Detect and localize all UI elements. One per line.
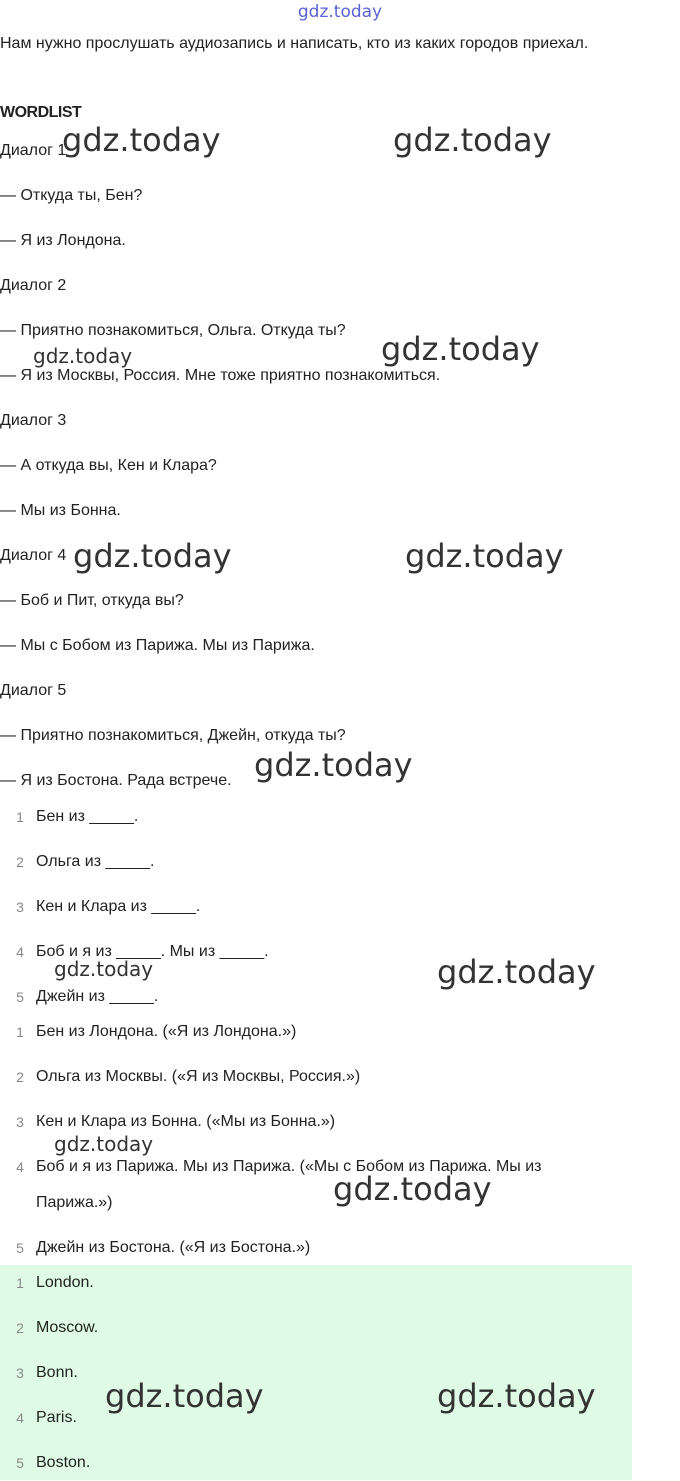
dialog-line: — Откуда ты, Бен? xyxy=(0,187,143,204)
item-number: 3 xyxy=(16,1365,24,1381)
dialog-line: — Боб и Пит, откуда вы? xyxy=(0,592,184,609)
item-text: Moscow. xyxy=(36,1319,99,1336)
item-number: 1 xyxy=(16,1024,24,1040)
site-logo: gdz.today xyxy=(297,2,383,22)
dialog-title: Диалог 5 xyxy=(0,682,67,699)
answers-box xyxy=(0,1265,632,1480)
dialog-line: — Я из Лондона. xyxy=(0,232,126,249)
item-number: 2 xyxy=(16,854,24,870)
item-number: 1 xyxy=(16,1275,24,1291)
item-text: Кен и Клара из Бонна. («Мы из Бонна.») xyxy=(36,1113,336,1130)
dialog-line: — Мы с Бобом из Парижа. Мы из Парижа. xyxy=(0,637,315,654)
watermark: gdz.today xyxy=(105,1377,264,1415)
dialog-line: — А откуда вы, Кен и Клара? xyxy=(0,457,217,474)
item-number: 2 xyxy=(16,1320,24,1336)
item-number: 2 xyxy=(16,1069,24,1085)
watermark: gdz.today xyxy=(62,121,221,159)
watermark: gdz.today xyxy=(405,537,564,575)
dialog-line: — Я из Москвы, Россия. Мне тоже приятно познакомиться. xyxy=(0,367,441,384)
watermark: gdz.today xyxy=(254,746,413,784)
item-text: Кен и Клара из _____. xyxy=(36,898,201,915)
task-description: Нам нужно прослушать аудиозапись и написать, кто из каких городов приехал. xyxy=(0,35,589,52)
item-text: Ольга из Москвы. («Я из Москвы, Россия.») xyxy=(36,1068,361,1085)
watermark: gdz.today xyxy=(437,1377,596,1415)
item-text: Боб и я из _____. Мы из _____. xyxy=(36,943,269,960)
watermark: gdz.today xyxy=(73,537,232,575)
watermark: gdz.today xyxy=(333,1170,492,1208)
item-number: 5 xyxy=(16,989,24,1005)
dialog-line: — Я из Бостона. Рада встрече. xyxy=(0,772,232,789)
dialog-line: — Приятно познакомиться, Джейн, откуда ты? xyxy=(0,727,346,744)
item-text: Бен из _____. xyxy=(36,808,139,825)
watermark: gdz.today xyxy=(381,330,540,368)
item-text: Бен из Лондона. («Я из Лондона.») xyxy=(36,1023,297,1040)
item-number: 3 xyxy=(16,1114,24,1130)
watermark: gdz.today xyxy=(437,953,596,991)
wordlist-heading: WORDLIST xyxy=(0,104,82,121)
dialog-title: Диалог 3 xyxy=(0,412,67,429)
item-text: Боб и я из Парижа. Мы из Парижа. («Мы с Бобом из Парижа. Мы из Парижа.») xyxy=(36,1158,542,1211)
item-text: Paris. xyxy=(36,1409,77,1426)
dialog-title: Диалог 1 xyxy=(0,142,67,159)
item-number: 4 xyxy=(16,1159,24,1175)
item-number: 3 xyxy=(16,899,24,915)
item-number: 4 xyxy=(16,944,24,960)
watermark: gdz.today xyxy=(393,121,552,159)
item-text: Boston. xyxy=(36,1454,91,1471)
watermark: gdz.today xyxy=(33,344,133,368)
item-text: London. xyxy=(36,1274,94,1291)
dialog-title: Диалог 2 xyxy=(0,277,67,294)
item-number: 5 xyxy=(16,1455,24,1471)
item-number: 1 xyxy=(16,809,24,825)
item-text: Ольга из _____. xyxy=(36,853,155,870)
item-text: Джейн из Бостона. («Я из Бостона.») xyxy=(36,1239,311,1256)
watermark: gdz.today xyxy=(54,1132,154,1156)
item-text: Bonn. xyxy=(36,1364,78,1381)
item-number: 5 xyxy=(16,1240,24,1256)
dialog-line: — Мы из Бонна. xyxy=(0,502,121,519)
dialog-title: Диалог 4 xyxy=(0,547,67,564)
item-number: 4 xyxy=(16,1410,24,1426)
item-text: Джейн из _____. xyxy=(36,988,159,1005)
watermark: gdz.today xyxy=(54,957,154,981)
dialog-line: — Приятно познакомиться, Ольга. Откуда ты? xyxy=(0,322,346,339)
